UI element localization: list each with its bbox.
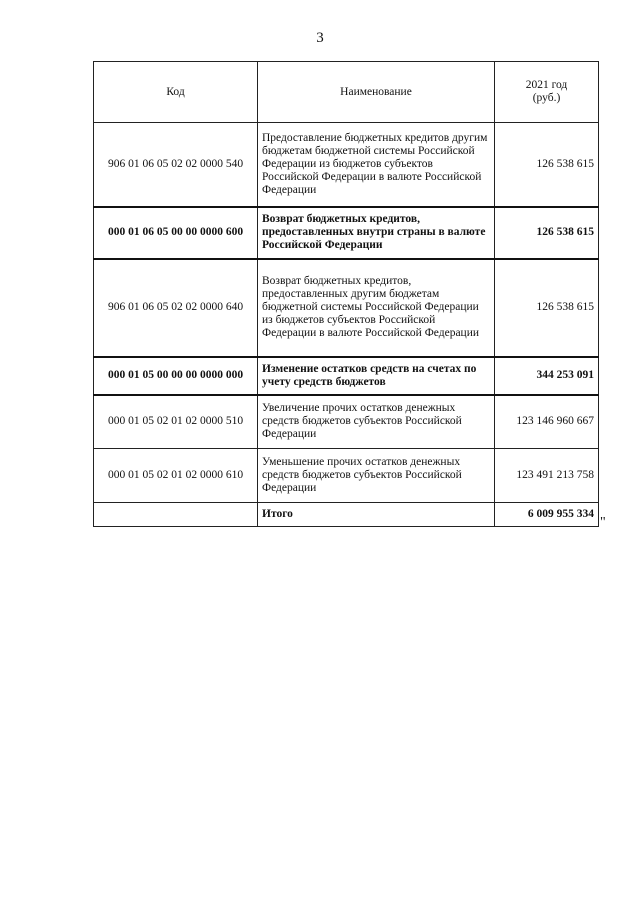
- row-amount: 123 146 960 667: [495, 395, 599, 449]
- row-code: 000 01 05 02 01 02 0000 510: [94, 395, 258, 449]
- total-label: Итого: [258, 503, 495, 527]
- header-code: Код: [94, 62, 258, 123]
- row-code: 000 01 06 05 00 00 0000 600: [94, 207, 258, 259]
- row-amount: 344 253 091: [495, 357, 599, 395]
- table-row: [94, 259, 599, 357]
- table-header-row: [94, 62, 599, 123]
- table-row: [94, 395, 599, 449]
- table-row: [94, 449, 599, 503]
- table-row: [94, 123, 599, 207]
- row-name: Увеличение прочих остатков денежных средств бюджетов субъектов Российской Федерации: [258, 395, 495, 449]
- closing-quote: ": [600, 515, 606, 530]
- total-code-cell: [94, 503, 258, 527]
- row-name: Возврат бюджетных кредитов, предоставленных внутри страны в валюте Российской Федерации: [258, 207, 495, 259]
- row-name: Предоставление бюджетных кредитов другим бюджетам бюджетной системы Российской Федерации из бюджетов субъектов Российской Федерации в валюте Российской Федерации: [258, 123, 495, 207]
- row-code: 906 01 06 05 02 02 0000 640: [94, 259, 258, 357]
- total-amount: 6 009 955 334: [495, 503, 599, 527]
- header-name: Наименование: [258, 62, 495, 123]
- row-amount: 126 538 615: [495, 259, 599, 357]
- row-name: Изменение остатков средств на счетах по учету средств бюджетов: [258, 357, 495, 395]
- table-row: [94, 207, 599, 259]
- row-code: 000 01 05 02 01 02 0000 610: [94, 449, 258, 503]
- page-number: 3: [316, 30, 324, 46]
- total-row: [94, 503, 599, 527]
- row-code: 906 01 06 05 02 02 0000 540: [94, 123, 258, 207]
- table-row: [94, 357, 599, 395]
- row-name: Уменьшение прочих остатков денежных средств бюджетов субъектов Российской Федерации: [258, 449, 495, 503]
- header-amount-text: 2021 год (руб.): [525, 79, 568, 104]
- header-amount: [495, 62, 599, 123]
- budget-table: [93, 61, 599, 527]
- row-amount: 123 491 213 758: [495, 449, 599, 503]
- row-amount: 126 538 615: [495, 207, 599, 259]
- row-name: Возврат бюджетных кредитов, предоставленных другим бюджетам бюджетной системы Российской Федерации из бюджетов субъектов Российской Федерации в валюте Российской Федерации: [258, 259, 495, 357]
- row-amount: 126 538 615: [495, 123, 599, 207]
- row-code: 000 01 05 00 00 00 0000 000: [94, 357, 258, 395]
